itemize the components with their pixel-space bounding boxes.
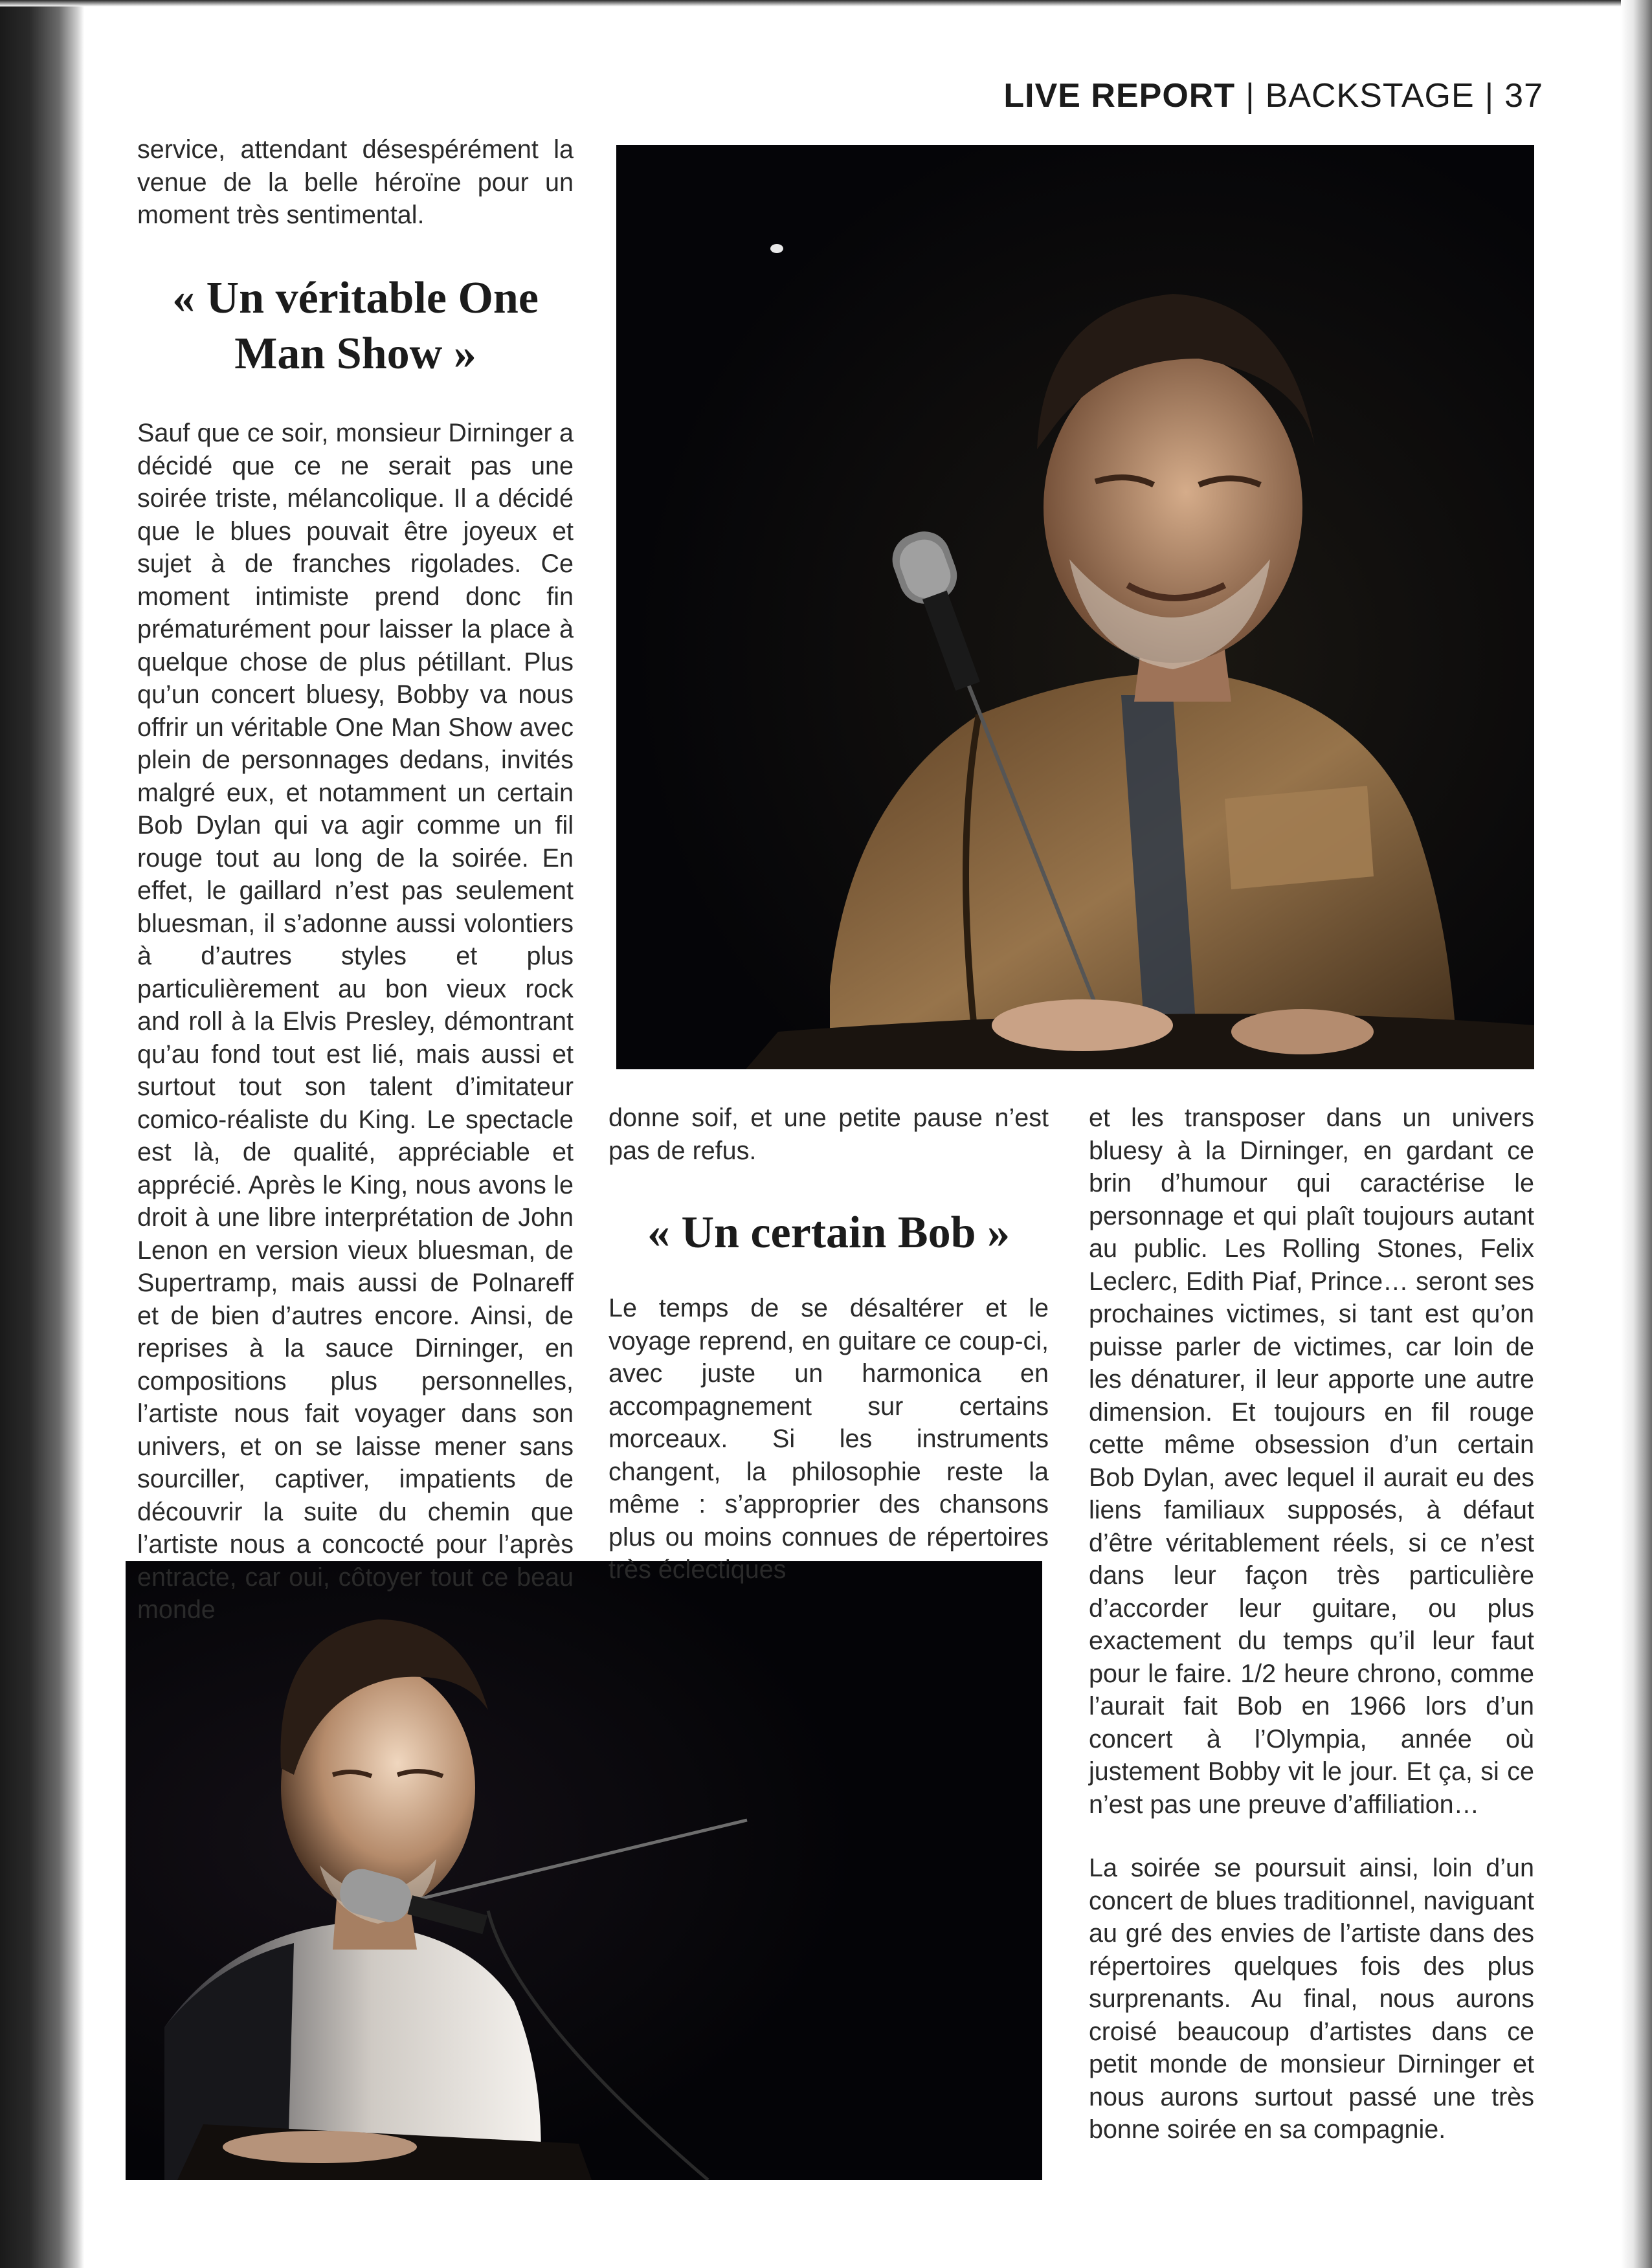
column1-body: Sauf que ce soir, monsieur Dirninger a décidé que ce ne serait pas une soirée triste, mélancolique. Il a décidé que le blues pouvait être joyeux et sujet à de franches rigolades. Ce moment intimiste prend donc fin prématurément pour laisser la place à quelque chose de plus pétillant. Plus qu’un concert bluesy, Bobby va nous offrir un véritable One Man Show avec plein de personnages dedans, invités malgré eux, et notamment un certain Bob Dylan qui va agir comme un fil rouge tout au long de la soirée. En effet, le gaillard n’est pas seulement bluesman, il s’adonne aussi volontiers à d’autres styles et plus particulièrement au bon vieux rock and roll à la Elvis Presley, démontrant qu’au fond tout est lié, mais aussi et surtout tout son talent d’imitateur comico-réaliste du King. Le spectacle est là, de qualité, appréciable et apprécié. Après le King, nous avons le droit à une libre interprétation de John Lenon en version vieux bluesman, de Supertramp, mais aussi de Polnareff et de bien d’autres encore. Ainsi, de reprises à la sauce Dirninger, en compositions plus personnelles, l’artiste nous fait voyager dans son univers, et on se laisse mener sans sourciller, captiver, impatients de découvrir la suite du chemin que l’artiste nous a concocté pour l’après entracte, car oui, côtoyer tout ce beau monde — [137, 419, 574, 1624]
photo-illustration-2 — [126, 1561, 1042, 2180]
article-column-1-body — [137, 417, 574, 1627]
page-number: 37 — [1504, 77, 1543, 115]
column2-intro: donne soif, et une petite pause n’est pas de refus. — [608, 1104, 1049, 1165]
column3-paragraph-2: La soirée se poursuit ainsi, loin d’un concert de blues traditionnel, naviguant au gré des envies de l’artiste dans des répertoires quelques fois des plus surprenants. Au final, nous aurons croisé beaucoup d’artistes dans ce petit monde de monsieur Dirninger et nous aurons surtout passé une très bonne soirée en sa compagnie. — [1089, 1854, 1534, 2144]
magazine-spine-shadow — [0, 0, 84, 2268]
article-column-3 — [1089, 1102, 1534, 2146]
article-column-2-body — [608, 1292, 1049, 1586]
header-separator-2: | — [1484, 77, 1495, 115]
section-heading-one-man-show: « Un véritable One Man Show » — [172, 273, 539, 379]
article-column-2 — [608, 1102, 1049, 1167]
section-heading-un-certain-bob: « Un certain Bob » — [647, 1208, 1010, 1258]
photo-singer-at-microphone — [616, 145, 1534, 1069]
column1-intro: service, attendant désespérément la venue de la belle héroïne pour un moment très sentimental. — [137, 135, 574, 229]
page-right-edge — [1621, 0, 1652, 2268]
page-top-edge — [0, 0, 1652, 6]
article-column-1 — [137, 133, 574, 232]
header-separator: | — [1245, 77, 1255, 115]
page-header — [1003, 76, 1543, 115]
column2-body: Le temps de se désaltérer et le voyage reprend, en guitare ce coup-ci, avec juste un harmonica en accompagnement sur certains morceaux. Si les instruments changent, la philosophie reste la même : s’approprier des chansons plus ou moins connues de répertoires très éclectiques — [608, 1294, 1049, 1584]
photo-singer-at-keyboard — [126, 1561, 1042, 2180]
column3-paragraph-1: et les transposer dans un univers bluesy à la Dirninger, en gardant ce brin d’humour qui caractérise le personnage et qui plaît toujours autant au public. Les Rolling Stones, Felix Leclerc, Edith Piaf, Prince… seront ses prochaines victimes, si tant est qu’on puisse parler de victimes, car loin de les dénaturer, il leur apporte une autre dimension. Et toujours en fil rouge cette même obsession d’un certain Bob Dylan, avec lequel il aurait eu des liens familiaux supposés, à défaut d’être véritablement réels, si ce n’est dans leur façon très particulière d’accorder leur guitare, ou plus exactement du temps qu’il leur faut pour le faire. 1/2 heure chrono, comme l’aurait fait Bob en 1966 lors d’un concert à l’Olympia, année où justement Bobby vit le jour. Et ça, si ce n’est pas une preuve d’affiliation… — [1089, 1104, 1534, 1819]
header-category: BACKSTAGE — [1265, 77, 1475, 115]
photo-illustration — [616, 145, 1534, 1069]
header-section: LIVE REPORT — [1003, 77, 1236, 115]
